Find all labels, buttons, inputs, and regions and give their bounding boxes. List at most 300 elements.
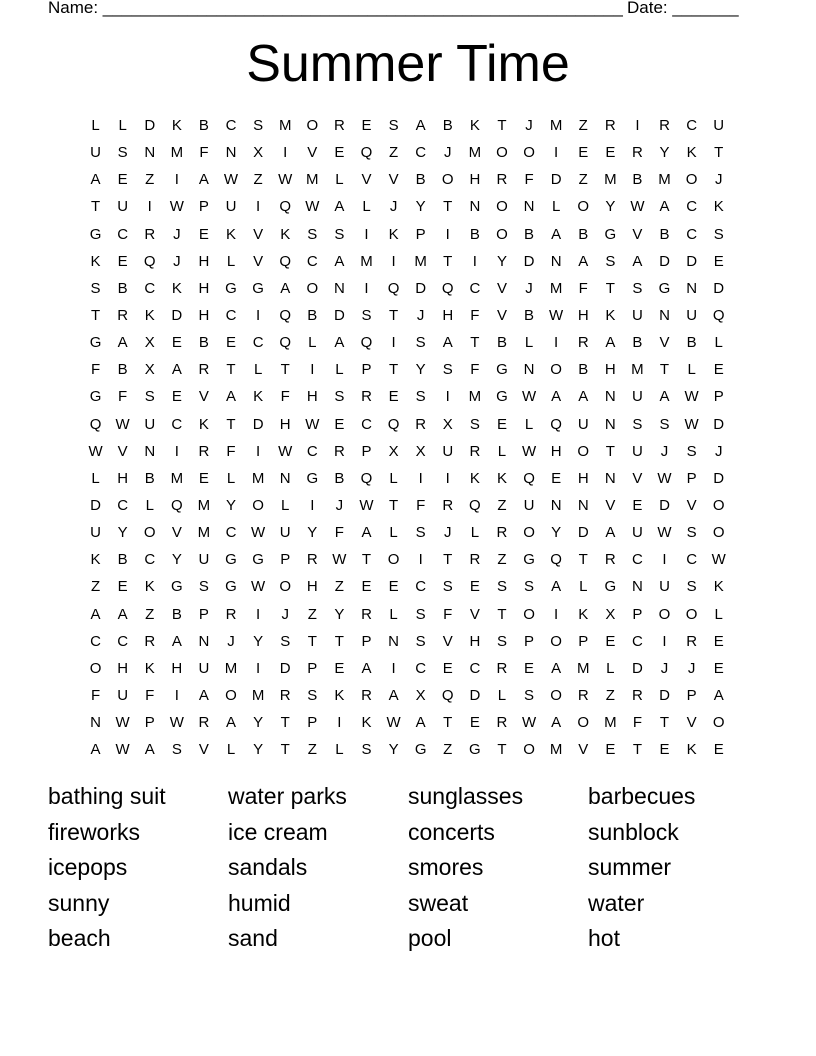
grid-letter: D: [577, 524, 589, 542]
grid-letter: R: [333, 442, 345, 460]
grid-letter: P: [524, 632, 535, 650]
grid-letter: T: [632, 741, 642, 759]
grid-letter: F: [470, 361, 480, 379]
grid-letter: G: [414, 741, 427, 759]
grid-letter: A: [605, 524, 616, 542]
grid-letter: R: [117, 307, 129, 325]
grid-letter: M: [576, 659, 590, 677]
grid-letter: T: [578, 551, 588, 569]
grid-letter: O: [550, 361, 562, 379]
grid-letter: K: [686, 144, 697, 162]
grid-letter: C: [117, 497, 129, 515]
grid-letter: J: [281, 605, 289, 623]
grid-letter: H: [550, 442, 562, 460]
grid-letter: P: [361, 361, 372, 379]
grid-letter: Y: [253, 714, 264, 732]
grid-letter: S: [307, 687, 318, 705]
word-list-item: hot: [588, 925, 620, 952]
grid-letter: Q: [441, 687, 454, 705]
grid-letter: F: [145, 687, 155, 705]
grid-letter: W: [657, 469, 672, 487]
grid-letter: H: [117, 469, 129, 487]
grid-letter: Q: [441, 279, 454, 297]
grid-letter: F: [90, 361, 101, 379]
grid-letter: E: [117, 252, 128, 270]
grid-letter: S: [415, 334, 426, 352]
grid-letter: Y: [551, 524, 562, 542]
grid-letter: G: [225, 551, 237, 569]
grid-letter: O: [387, 551, 400, 569]
grid-letter: R: [496, 171, 508, 189]
grid-letter: B: [307, 307, 318, 325]
grid-letter: D: [333, 307, 345, 325]
grid-letter: C: [686, 198, 698, 216]
grid-letter: E: [388, 578, 399, 596]
grid-letter: M: [631, 361, 644, 379]
grid-letter: B: [469, 225, 480, 243]
grid-letter: E: [388, 388, 399, 406]
grid-letter: H: [306, 578, 318, 596]
grid-letter: Z: [497, 497, 507, 515]
grid-letter: Q: [279, 334, 292, 352]
grid-letter: W: [630, 198, 645, 216]
grid-letter: S: [415, 524, 426, 542]
grid-letter: B: [632, 171, 643, 189]
grid-letter: D: [415, 279, 427, 297]
grid-letter: I: [445, 469, 450, 487]
grid-letter: N: [144, 144, 156, 162]
grid-letter: C: [686, 225, 698, 243]
grid-letter: T: [470, 334, 480, 352]
grid-letter: Z: [253, 171, 263, 189]
grid-letter: I: [256, 659, 261, 677]
grid-letter: U: [577, 415, 589, 433]
grid-letter: P: [144, 714, 155, 732]
grid-letter: O: [279, 578, 292, 596]
grid-letter: A: [198, 171, 209, 189]
grid-letter: Q: [712, 307, 725, 325]
grid-letter: N: [686, 279, 698, 297]
grid-letter: A: [226, 714, 237, 732]
grid-letter: C: [415, 659, 427, 677]
grid-letter: N: [225, 144, 237, 162]
grid-letter: K: [144, 578, 155, 596]
grid-letter: I: [147, 198, 152, 216]
grid-letter: B: [415, 171, 426, 189]
grid-letter: E: [198, 469, 209, 487]
grid-letter: X: [442, 415, 453, 433]
grid-letter: M: [604, 714, 617, 732]
grid-letter: K: [578, 605, 589, 623]
grid-letter: S: [632, 415, 643, 433]
grid-letter: E: [605, 632, 616, 650]
grid-letter: W: [251, 578, 266, 596]
grid-letter: I: [256, 442, 261, 460]
grid-letter: J: [416, 307, 425, 325]
grid-letter: H: [469, 171, 481, 189]
grid-letter: E: [334, 659, 345, 677]
grid-letter: E: [334, 415, 345, 433]
grid-letter: W: [278, 442, 293, 460]
grid-letter: E: [713, 632, 724, 650]
grid-letter: K: [713, 198, 724, 216]
grid-letter: B: [198, 334, 209, 352]
grid-letter: L: [145, 497, 154, 515]
grid-letter: P: [415, 225, 426, 243]
grid-row: [82, 546, 732, 573]
grid-letter: L: [281, 497, 290, 515]
grid-letter: W: [521, 388, 537, 406]
grid-letter: D: [523, 252, 535, 270]
grid-letter: W: [251, 524, 266, 542]
grid-letter: D: [144, 117, 156, 135]
grid-letter: H: [469, 632, 481, 650]
grid-letter: N: [198, 632, 210, 650]
grid-letter: V: [605, 497, 616, 515]
grid-letter: L: [579, 578, 588, 596]
grid-letter: W: [88, 442, 103, 460]
grid-letter: G: [658, 279, 671, 297]
grid-letter: L: [714, 605, 723, 623]
grid-letter: E: [713, 252, 724, 270]
grid-letter: N: [523, 361, 535, 379]
grid-letter: A: [388, 687, 399, 705]
grid-row: [82, 655, 732, 682]
grid-letter: Z: [145, 171, 155, 189]
grid-letter: C: [632, 632, 643, 650]
grid-letter: O: [523, 741, 535, 759]
grid-letter: D: [713, 415, 725, 433]
grid-letter: L: [497, 442, 507, 460]
grid-letter: C: [252, 334, 264, 352]
grid-letter: L: [389, 469, 398, 487]
grid-letter: M: [170, 144, 184, 162]
grid-letter: W: [305, 198, 320, 216]
grid-letter: S: [361, 307, 372, 325]
grid-letter: D: [659, 497, 670, 515]
grid-letter: S: [253, 117, 264, 135]
grid-letter: T: [307, 632, 317, 650]
grid-letter: M: [251, 469, 265, 487]
grid-letter: V: [659, 334, 670, 352]
grid-row: [82, 438, 732, 465]
grid-letter: K: [469, 117, 480, 135]
grid-letter: I: [554, 334, 559, 352]
grid-letter: N: [604, 388, 616, 406]
grid-letter: U: [632, 442, 643, 460]
grid-letter: R: [632, 144, 643, 162]
grid-letter: C: [90, 632, 101, 650]
grid-letter: N: [550, 252, 562, 270]
grid-letter: J: [335, 497, 344, 515]
grid-letter: L: [551, 198, 561, 216]
grid-row: [82, 682, 732, 709]
grid-letter: S: [496, 578, 507, 596]
grid-letter: S: [442, 361, 453, 379]
grid-letter: P: [632, 605, 643, 623]
grid-letter: E: [496, 415, 507, 433]
grid-letter: T: [280, 714, 290, 732]
grid-letter: N: [279, 469, 291, 487]
grid-letter: H: [198, 279, 210, 297]
grid-letter: R: [333, 117, 345, 135]
word-list-item: ice cream: [228, 818, 328, 845]
grid-letter: T: [659, 714, 670, 732]
grid-letter: I: [445, 225, 450, 243]
grid-letter: H: [306, 388, 318, 406]
grid-row: [82, 465, 732, 492]
grid-letter: Q: [279, 252, 292, 270]
grid-letter: A: [659, 198, 670, 216]
grid-letter: U: [225, 198, 237, 216]
grid-row: [82, 139, 732, 166]
grid-letter: S: [334, 388, 345, 406]
grid-letter: R: [604, 117, 616, 135]
word-list-item: sweat: [408, 889, 469, 916]
grid-letter: O: [523, 605, 535, 623]
grid-letter: K: [144, 659, 155, 677]
grid-letter: T: [361, 551, 372, 569]
grid-letter: L: [91, 469, 100, 487]
page-title: Summer Time: [246, 35, 570, 93]
grid-letter: N: [659, 307, 670, 325]
grid-letter: O: [143, 524, 156, 542]
grid-letter: R: [144, 632, 156, 650]
grid-letter: A: [117, 334, 128, 352]
grid-letter: M: [549, 741, 563, 759]
grid-letter: E: [171, 388, 182, 406]
grid-letter: B: [578, 225, 589, 243]
grid-letter: V: [253, 225, 264, 243]
grid-letter: A: [551, 659, 562, 677]
grid-letter: R: [225, 605, 237, 623]
grid-letter: L: [226, 469, 236, 487]
grid-letter: G: [604, 578, 617, 596]
grid-letter: F: [443, 605, 453, 623]
grid-letter: I: [472, 252, 477, 270]
grid-letter: T: [280, 741, 290, 759]
word-list-item: sunglasses: [408, 783, 524, 809]
grid-letter: I: [310, 361, 315, 379]
grid-letter: Q: [469, 497, 481, 515]
grid-letter: M: [278, 117, 292, 135]
grid-letter: U: [632, 524, 643, 542]
grid-letter: I: [418, 469, 423, 487]
grid-letter: W: [684, 415, 699, 433]
grid-letter: D: [279, 659, 291, 677]
grid-letter: K: [171, 117, 182, 135]
grid-letter: K: [226, 225, 237, 243]
grid-letter: N: [550, 497, 562, 515]
grid-letter: Y: [171, 551, 182, 569]
grid-letter: V: [686, 497, 697, 515]
grid-letter: O: [496, 225, 508, 243]
grid-row: [82, 248, 732, 275]
grid-letter: R: [306, 551, 318, 569]
grid-letter: C: [686, 117, 698, 135]
grid-letter: X: [253, 144, 264, 162]
grid-letter: Y: [659, 144, 670, 162]
grid-letter: Y: [388, 741, 399, 759]
grid-row: [82, 329, 732, 356]
grid-letter: K: [388, 225, 399, 243]
grid-letter: D: [659, 252, 670, 270]
grid-letter: H: [604, 361, 616, 379]
grid-letter: T: [90, 198, 101, 216]
grid-letter: U: [659, 578, 670, 596]
grid-letter: H: [198, 252, 210, 270]
word-search-grid: [82, 112, 732, 763]
grid-letter: F: [632, 714, 642, 732]
grid-letter: L: [524, 334, 534, 352]
word-list-item: sandals: [228, 854, 308, 881]
grid-letter: R: [469, 551, 481, 569]
grid-letter: Q: [360, 144, 373, 162]
grid-letter: P: [686, 469, 697, 487]
grid-letter: G: [252, 551, 264, 569]
grid-letter: E: [713, 741, 724, 759]
grid-letter: L: [524, 415, 534, 433]
grid-row: [82, 112, 732, 139]
grid-letter: M: [549, 279, 563, 297]
grid-letter: Y: [496, 252, 507, 270]
grid-letter: P: [361, 442, 372, 460]
grid-letter: R: [659, 117, 670, 135]
grid-letter: L: [308, 334, 317, 352]
grid-letter: Z: [497, 551, 507, 569]
grid-row: [82, 736, 732, 763]
grid-letter: Q: [387, 279, 400, 297]
grid-letter: S: [713, 225, 724, 243]
grid-letter: E: [713, 659, 724, 677]
grid-letter: G: [89, 388, 102, 406]
grid-row: [82, 383, 732, 410]
grid-row: [82, 519, 732, 546]
grid-letter: A: [280, 279, 291, 297]
grid-letter: V: [198, 741, 209, 759]
grid-letter: M: [224, 659, 238, 677]
grid-letter: O: [496, 144, 508, 162]
grid-letter: N: [604, 469, 616, 487]
grid-letter: M: [604, 171, 617, 189]
grid-letter: L: [335, 171, 344, 189]
grid-letter: L: [687, 361, 696, 379]
grid-letter: P: [307, 659, 318, 677]
grid-letter: T: [497, 117, 507, 135]
word-list-item: sunny: [48, 889, 110, 916]
grid-letter: C: [361, 415, 372, 433]
grid-letter: E: [117, 578, 128, 596]
grid-letter: B: [524, 307, 535, 325]
grid-letter: E: [171, 334, 182, 352]
grid-letter: F: [334, 524, 344, 542]
grid-letter: W: [305, 415, 320, 433]
grid-letter: S: [524, 687, 535, 705]
grid-letter: I: [554, 605, 559, 623]
grid-letter: O: [306, 279, 319, 297]
grid-letter: S: [686, 442, 697, 460]
grid-letter: R: [496, 524, 508, 542]
grid-letter: S: [496, 632, 507, 650]
grid-letter: U: [117, 687, 129, 705]
grid-letter: W: [549, 307, 564, 325]
grid-letter: H: [442, 307, 454, 325]
grid-letter: S: [415, 632, 426, 650]
grid-letter: S: [415, 605, 426, 623]
grid-letter: S: [334, 225, 345, 243]
grid-letter: V: [388, 171, 399, 189]
grid-letter: G: [523, 551, 535, 569]
grid-letter: D: [90, 497, 101, 515]
grid-letter: C: [415, 578, 427, 596]
grid-letter: X: [388, 442, 399, 460]
grid-letter: O: [523, 144, 535, 162]
grid-letter: O: [712, 714, 725, 732]
grid-letter: Z: [605, 687, 615, 705]
grid-letter: H: [577, 307, 589, 325]
word-list-item: summer: [588, 854, 672, 881]
grid-letter: T: [659, 361, 670, 379]
grid-letter: I: [662, 632, 667, 650]
grid-letter: I: [364, 279, 369, 297]
grid-letter: A: [415, 117, 426, 135]
grid-letter: U: [523, 497, 535, 515]
grid-letter: O: [496, 198, 508, 216]
grid-letter: J: [525, 279, 533, 297]
grid-letter: A: [90, 605, 101, 623]
grid-letter: L: [497, 687, 507, 705]
grid-letter: P: [307, 714, 318, 732]
grid-letter: W: [684, 388, 699, 406]
grid-letter: J: [714, 171, 723, 189]
grid-letter: F: [416, 497, 426, 515]
grid-letter: U: [198, 551, 210, 569]
grid-letter: C: [469, 279, 481, 297]
grid-letter: V: [578, 741, 589, 759]
grid-letter: K: [280, 225, 291, 243]
grid-letter: I: [310, 497, 315, 515]
grid-letter: G: [496, 361, 508, 379]
grid-letter: R: [632, 687, 643, 705]
grid-letter: S: [605, 252, 616, 270]
grid-letter: N: [469, 198, 481, 216]
grid-letter: Y: [226, 497, 237, 515]
grid-letter: X: [415, 442, 426, 460]
grid-letter: T: [497, 741, 507, 759]
grid-letter: E: [524, 659, 535, 677]
grid-letter: J: [389, 198, 398, 216]
grid-letter: S: [686, 578, 697, 596]
grid-letter: Y: [253, 632, 264, 650]
grid-letter: D: [659, 687, 670, 705]
grid-letter: M: [658, 171, 671, 189]
grid-letter: T: [605, 279, 615, 297]
grid-letter: O: [306, 117, 319, 135]
word-list-item: humid: [228, 889, 291, 916]
grid-letter: M: [468, 388, 482, 406]
grid-letter: L: [226, 252, 236, 270]
grid-letter: K: [469, 469, 480, 487]
grid-letter: B: [171, 605, 182, 623]
grid-letter: C: [117, 632, 129, 650]
grid-letter: G: [89, 334, 102, 352]
grid-letter: P: [198, 198, 209, 216]
grid-row: [82, 221, 732, 248]
grid-letter: E: [551, 469, 562, 487]
grid-letter: E: [469, 578, 480, 596]
grid-letter: V: [496, 307, 507, 325]
grid-row: [82, 302, 732, 329]
